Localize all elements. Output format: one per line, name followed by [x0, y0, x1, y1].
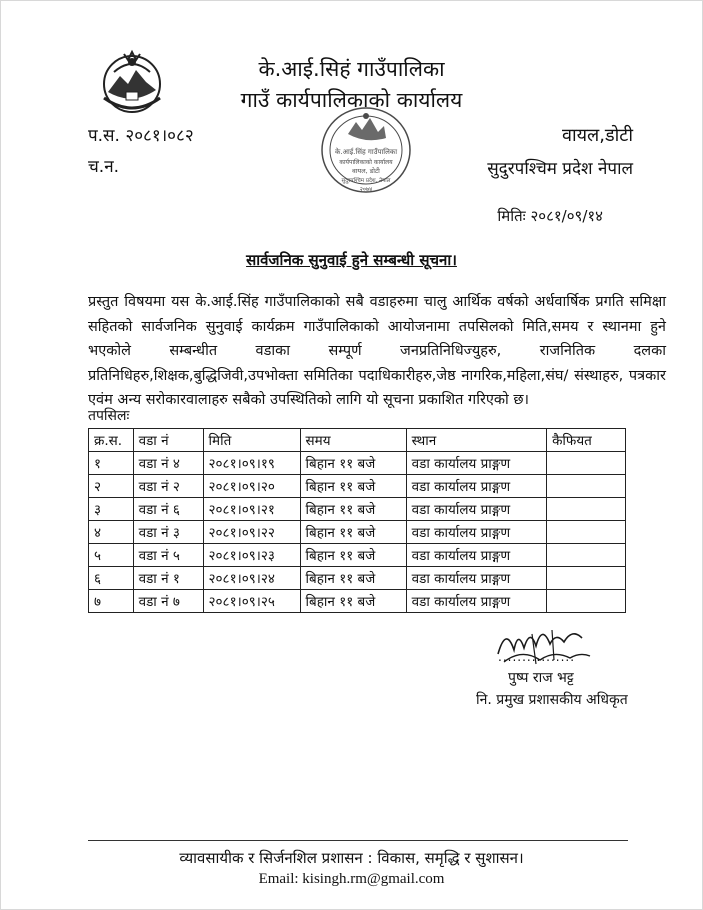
signatory-title: नि. प्रमुख प्रशासकीय अधिकृत	[476, 692, 628, 708]
cell-venue: वडा कार्यालय प्राङ्गण	[406, 544, 546, 567]
cell-ward: वडा नं ४	[133, 452, 203, 475]
svg-text:के.आई.सिंह गाउँपालिका: के.आई.सिंह गाउँपालिका	[334, 148, 398, 156]
cell-ward: वडा नं ६	[133, 498, 203, 521]
col-header-serial: क्र.स.	[89, 429, 134, 452]
cell-venue: वडा कार्यालय प्राङ्गण	[406, 521, 546, 544]
cell-date: २०८१।०९।२५	[203, 590, 300, 613]
cell-venue: वडा कार्यालय प्राङ्गण	[406, 567, 546, 590]
hearing-schedule-table	[88, 428, 626, 613]
cell-time: बिहान ११ बजे	[300, 475, 406, 498]
cell-remarks	[547, 498, 626, 521]
office-subtitle: गाउँ कार्यपालिकाको कार्यालय	[240, 88, 463, 112]
cell-venue: वडा कार्यालय प्राङ्गण	[406, 498, 546, 521]
cell-date: २०८१।०९।२४	[203, 567, 300, 590]
col-header-ward: वडा नं	[133, 429, 203, 452]
table-row	[89, 544, 626, 567]
col-header-time: समय	[300, 429, 406, 452]
table-row	[89, 567, 626, 590]
office-name-heading: के.आई.सिहं गाउँपालिका	[258, 57, 445, 81]
table-row	[89, 452, 626, 475]
cell-date: २०८१।०९।२०	[203, 475, 300, 498]
footer-motto: व्यावसायीक र सिर्जनशिल प्रशासन : विकास, समृद्धि र सुशासन।	[179, 849, 524, 867]
cell-time: बिहान ११ बजे	[300, 590, 406, 613]
col-header-venue: स्थान	[406, 429, 546, 452]
reference-number: प.स. २०८१।०८२	[88, 126, 194, 146]
cell-date: २०८१।०९।२२	[203, 521, 300, 544]
cell-serial: ७	[89, 590, 134, 613]
notice-subject	[0, 250, 703, 270]
notice-date: मितिः २०८१/०९/१४	[497, 207, 603, 225]
address-line-2: सुदुरपश्चिम प्रदेश नेपाल	[487, 159, 633, 179]
cell-time: बिहान ११ बजे	[300, 498, 406, 521]
cell-ward: वडा नं ५	[133, 544, 203, 567]
cell-date: २०८१।०९।२१	[203, 498, 300, 521]
table-header-row	[89, 429, 626, 452]
cell-date: २०८१।०९।२३	[203, 544, 300, 567]
notice-subject-text: सार्वजनिक सुनुवाई हुने सम्बन्धी सूचना।	[246, 251, 457, 269]
cell-remarks	[547, 567, 626, 590]
cell-date: २०८१।०९।१९	[203, 452, 300, 475]
cell-ward: वडा नं २	[133, 475, 203, 498]
cell-remarks	[547, 452, 626, 475]
cell-venue: वडा कार्यालय प्राङ्गण	[406, 590, 546, 613]
signature-line: ................	[498, 650, 576, 664]
col-header-date: मिति	[203, 429, 300, 452]
address-line-1: वायल,डोटी	[561, 125, 633, 146]
cell-remarks	[547, 521, 626, 544]
cell-remarks	[547, 544, 626, 567]
cell-remarks	[547, 590, 626, 613]
svg-text:कार्यपालिकाको कार्यालय: कार्यपालिकाको कार्यालय	[339, 159, 393, 166]
cell-serial: ३	[89, 498, 134, 521]
cell-serial: १	[89, 452, 134, 475]
cell-time: बिहान ११ बजे	[300, 544, 406, 567]
footer-divider	[88, 840, 628, 841]
dispatch-number: च.न.	[88, 157, 120, 177]
svg-text:वायल, डोटी: वायल, डोटी	[352, 167, 380, 175]
cell-ward: वडा नं १	[133, 567, 203, 590]
cell-ward: वडा नं ३	[133, 521, 203, 544]
cell-venue: वडा कार्यालय प्राङ्गण	[406, 475, 546, 498]
cell-time: बिहान ११ बजे	[300, 452, 406, 475]
footer-email: Email: kisingh.rm@gmail.com	[258, 871, 445, 887]
svg-text:२०७४: २०७४	[359, 186, 373, 193]
cell-serial: ५	[89, 544, 134, 567]
cell-serial: ६	[89, 567, 134, 590]
schedule-label: तपसिलः	[88, 408, 130, 424]
svg-text:सुदुरपश्चिम प्रदेश, नेपाल: सुदुरपश्चिम प्रदेश, नेपाल	[341, 178, 391, 184]
col-header-remarks: कैफियत	[547, 429, 626, 452]
table-row	[89, 498, 626, 521]
cell-remarks	[547, 475, 626, 498]
notice-body: प्रस्तुत विषयमा यस के.आई.सिंह गाउँपालिकाको सबै वडाहरुमा चालु आर्थिक वर्षको अर्धवार्षिक प्रगति समिक्षा सहितको सार्वजनिक सुनुवाई कार्यक्रम गाउँपालिकाको आयोजनामा तपसिलको मिति,समय र स्थानमा हुने भएकोले सम्बन्धीत वडाका सम्पूर्ण जनप्रतिनिधिज्युहरु, राजनितिक दलका प्रतिनिधिहरु,शिक्षक,बुद्धिजिवी,उपभोक्ता समितिका पदाधिकारीहरु,जेष्ठ नागरिक,महिला,संघ/ संस्थाहरु, पत्रकार एवंम अन्य सरोकारवालाहरु सबैको उपस्थितिको लागि यो सूचना प्रकाशित गरिएको छ।	[88, 294, 666, 408]
signatory-name: पुष्प राज भट्ट	[508, 670, 574, 686]
cell-serial: २	[89, 475, 134, 498]
cell-venue: वडा कार्यालय प्राङ्गण	[406, 452, 546, 475]
cell-time: बिहान ११ बजे	[300, 521, 406, 544]
cell-serial: ४	[89, 521, 134, 544]
cell-time: बिहान ११ बजे	[300, 567, 406, 590]
office-stamp-seal	[318, 104, 414, 196]
table-row	[89, 590, 626, 613]
table-row	[89, 521, 626, 544]
table-row	[89, 475, 626, 498]
cell-ward: वडा नं ७	[133, 590, 203, 613]
